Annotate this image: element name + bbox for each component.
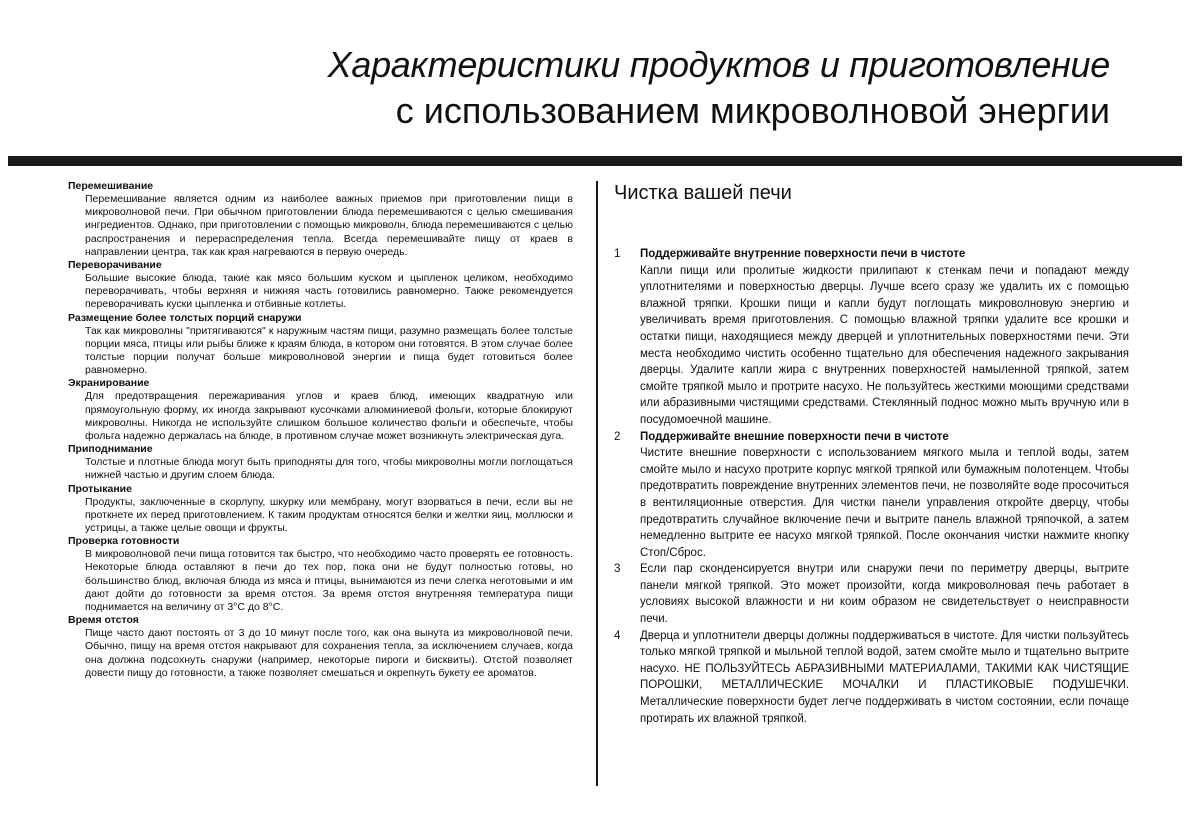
- item-number: 2: [614, 430, 621, 443]
- item-number: 1: [614, 248, 621, 260]
- section-body: Для предотвращения пережаривания углов и краев блюд, имеющих квадратную или прямоугольную форму, их иногда закрывают кусочками алюминиевой фольги, которые блокируют микроволны. Никогда не используйте слишком большое количество фольги и обеспечьте, чтобы фольга надежно держалась на блюде, в противном случае может возникнуть электрическая дуга.: [85, 390, 573, 443]
- section-shielding: [68, 377, 573, 443]
- section-turning: [68, 259, 573, 312]
- header-rule: [8, 156, 1182, 166]
- section-body: Продукты, заключенные в скорлупу, шкурку или мембрану, могут взорваться в печи, если вы не проткнете их перед приготовлением. К таким продуктам относятся белки и желтки яиц, моллюски и устрицы, а также целые овощи и фрукты.: [85, 495, 573, 535]
- cleaning-item-2: [614, 429, 1129, 562]
- item-text: Чистите внешние поверхности с использованием мягкого мыла и теплой воды, затем смойте мыло и насухо протрите корпус мягкой тряпкой или бумажным полотенцем. Чтобы предотвратить повреждение внутренних элементов печи, не позволяйте воде просочиться в вентиляционные отверстия. Для чистки панели управления откройте дверцу, чтобы предотвратить случайное включение печи и вытрите панель влажной тряпочкой, а затем немедленно вытрите ее насухо мягкой тряпкой. После окончания чистки нажмите кнопку Стоп/Сброс.: [640, 447, 1129, 559]
- page-title-line1: Характеристики продуктов и приготовление: [327, 44, 1110, 85]
- cleaning-item-1: [614, 246, 1129, 429]
- item-text: Если пар сконденсируется внутри или снаружи печи по периметру дверцы, вытрите панели мягкой тряпкой. Это может произойти, когда микроволновая печь работает в условиях высокой влажности и ни коим образом не свидетельствует о неисправности печи.: [640, 563, 1129, 626]
- left-column: [68, 180, 573, 680]
- section-elevating: [68, 443, 573, 482]
- section-heading: Перемешивание: [68, 180, 154, 192]
- section-piercing: [68, 483, 573, 536]
- item-heading: Поддерживайте внутренние поверхности печи в чистоте: [640, 248, 966, 260]
- section-heading: Размещение более толстых порций снаружи: [68, 311, 302, 324]
- section-heading: Переворачивание: [68, 259, 162, 272]
- page-header: [0, 42, 1110, 134]
- right-column: [614, 180, 1129, 727]
- section-heading: Время отстоя: [68, 614, 139, 627]
- item-heading: Поддерживайте внешние поверхности печи в чистоте: [640, 430, 949, 443]
- section-heading: Экранирование: [68, 377, 150, 390]
- cleaning-item-3: [614, 561, 1129, 627]
- section-stirring: [68, 180, 573, 259]
- section-heading: Проверка готовности: [68, 535, 180, 548]
- page-title-line2: с использованием микроволновой энергии: [395, 90, 1110, 131]
- item-text: Дверца и уплотнители дверцы должны поддерживаться в чистоте. Для чистки пользуйтесь только мягкой тряпкой и мыльной теплой водой, затем смойте мыло и тщательно вытрите насухо. НЕ ПОЛЬЗУЙТЕСЬ АБРАЗИВНЫМИ МАТЕРИАЛАМИ, ТАКИМИ КАК ЧИСТЯЩИЕ ПОРОШКИ, МЕТАЛЛИЧЕСКИЕ МОЧАЛКИ И ПЛАСТИКОВЫЕ ПОДУШЕЧКИ. Металлические поверхности будет легче поддерживать в чистом состоянии, если почаще протирать их влажной тряпкой.: [640, 629, 1129, 725]
- section-body: Толстые и плотные блюда могут быть приподняты для того, чтобы микроволны могли поглощаться нижней частью и другим слоем блюда.: [85, 456, 573, 482]
- section-body: Большие высокие блюда, такие как мясо большим куском и цыпленок целиком, необходимо переворачивать, чтобы верхняя и нижняя часть готовились равномерно. Также рекомендуется переворачивать куски цыпленка и отбивные котлеты.: [85, 272, 573, 311]
- section-body: Перемешивание является одним из наиболее важных приемов при приготовлении пищи в микроволновой печи. При обычном приготовлении блюда перемешиваются с целью смешивания ингредиентов. Однако, при приготовлении с помощью микроволн, блюда перемешиваются с целью распространения и перераспределения тепла. Всегда перемешивайте пищу от краев в направлении центра, так как края нагреваются в первую очередь.: [85, 193, 573, 258]
- section-thick-portions: [68, 312, 573, 378]
- item-number: 4: [614, 629, 621, 642]
- section-body: В микроволновой печи пища готовится так быстро, что необходимо часто проверять ее готовность. Некоторые блюда оставляют в печи до тех пор, пока они не будут полностью готовы, но большинство блюд, включая блюда из мяса и птицы, вынимаются из печи слегка неготовыми и им дают дойти до готовности за время отстоя. За время отстоя внутренняя температура пищи поднимается на величину от 3°С до 8°С.: [85, 548, 573, 614]
- section-doneness: [68, 535, 573, 614]
- cleaning-title: Чистка вашей печи: [614, 182, 792, 204]
- item-text: Капли пищи или пролитые жидкости прилипают к стенкам печи и попадают между уплотнителями и поверхностью дверцы. Лучше всего сразу же удалить их с помощью влажной тряпки. Крошки пищи и капли будут поглощать микроволновую энергию и увеличивать время приготовления. С помощью влажной тряпки удалите все крошки и остатки пищи, находящиеся между дверцей и уплотнительных поверхностями печи. Эти места необходимо чистить особенно тщательно для обеспечения надежного закрывания дверцы. Удалите капли жира с внутренних поверхностей намыленной тряпкой, затем смойте тряпкой мыло и протрите насухо. Не пользуйтесь жесткими моющими средствами или абразивными чистящими средствами. Стеклянный поднос можно мыть вручную или в посудомоечной машине.: [640, 264, 1129, 426]
- section-body: Пище часто дают постоять от 3 до 10 минут после того, как она вынута из микроволновой печи. Обычно, пищу на время отстоя накрывают для сохранения тепла, за исключением случаев, когда она должна подсохнуть снаружи (например, некоторые пироги и бисквиты). Отстой позволяет довести пищу до готовности, а также позволяет смешаться и окрепнуть букету ее ароматов.: [85, 627, 573, 679]
- cleaning-item-4: [614, 628, 1129, 728]
- item-number: 3: [614, 563, 621, 576]
- section-standing-time: [68, 614, 573, 680]
- section-heading: Протыкание: [68, 482, 132, 495]
- section-heading: Приподнимание: [68, 443, 153, 456]
- column-divider: [596, 181, 598, 786]
- section-body: Так как микроволны "притягиваются" к наружным частям пищи, разумно размещать более толстые порции мяса, птицы или рыбы ближе к краям блюда, в котором они готовятся. В этом случае более толстые порции получат больше микроволновой энергии и пища будет готовиться более равномерно.: [85, 324, 573, 377]
